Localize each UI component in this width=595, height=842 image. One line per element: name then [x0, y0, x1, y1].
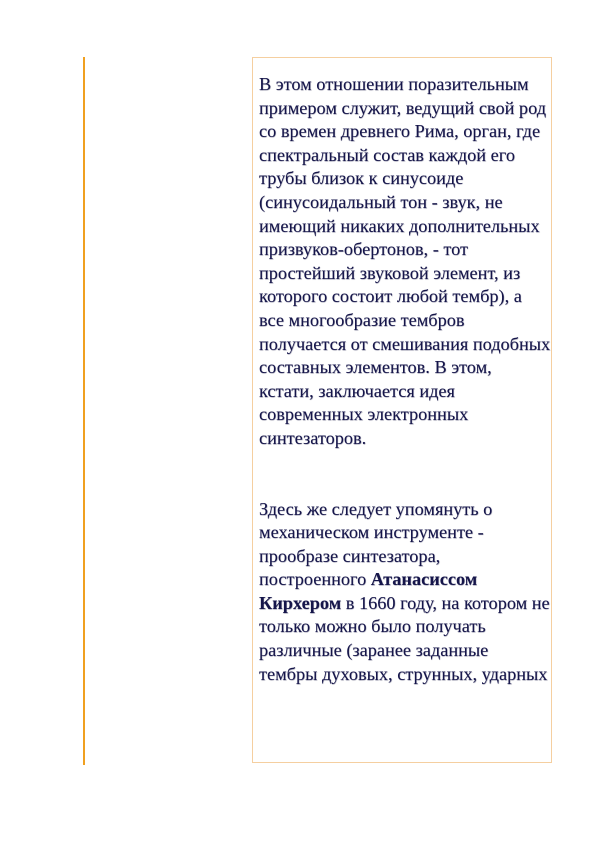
- text-box: [252, 57, 552, 763]
- paragraph-gap: [259, 451, 551, 498]
- paragraph-kircher: [259, 498, 551, 687]
- paragraph-kircher-rest: в 1660 году, на котором не только можно было получать различные (заранее заданные тембры духовых, струнных, ударных: [259, 592, 550, 684]
- text-box-content: [259, 73, 551, 686]
- paragraph-organ: В этом отношении поразительным примером служит, ведущий свой род со времен древнего Рима, орган, где спектральный состав каждой его трубы близок к синусоиде (синусоидальный тон - звук, не имеющий никаких дополнительных призвуков-обертонов, - тот простейший звуковой элемент, из которого состоит любой тембр), а все многообразие тембров получается от смешивания подобных составных элементов. В этом, кстати, заключается идея современных электронных синтезаторов.: [259, 74, 551, 448]
- margin-rule: [83, 57, 85, 765]
- inventor-name: Атанасиссом Кирхером: [259, 569, 478, 613]
- paragraph-kircher-start: Здесь же следует упомянуть о механическом инструменте - прообразе синтезатора, построенного: [259, 498, 493, 590]
